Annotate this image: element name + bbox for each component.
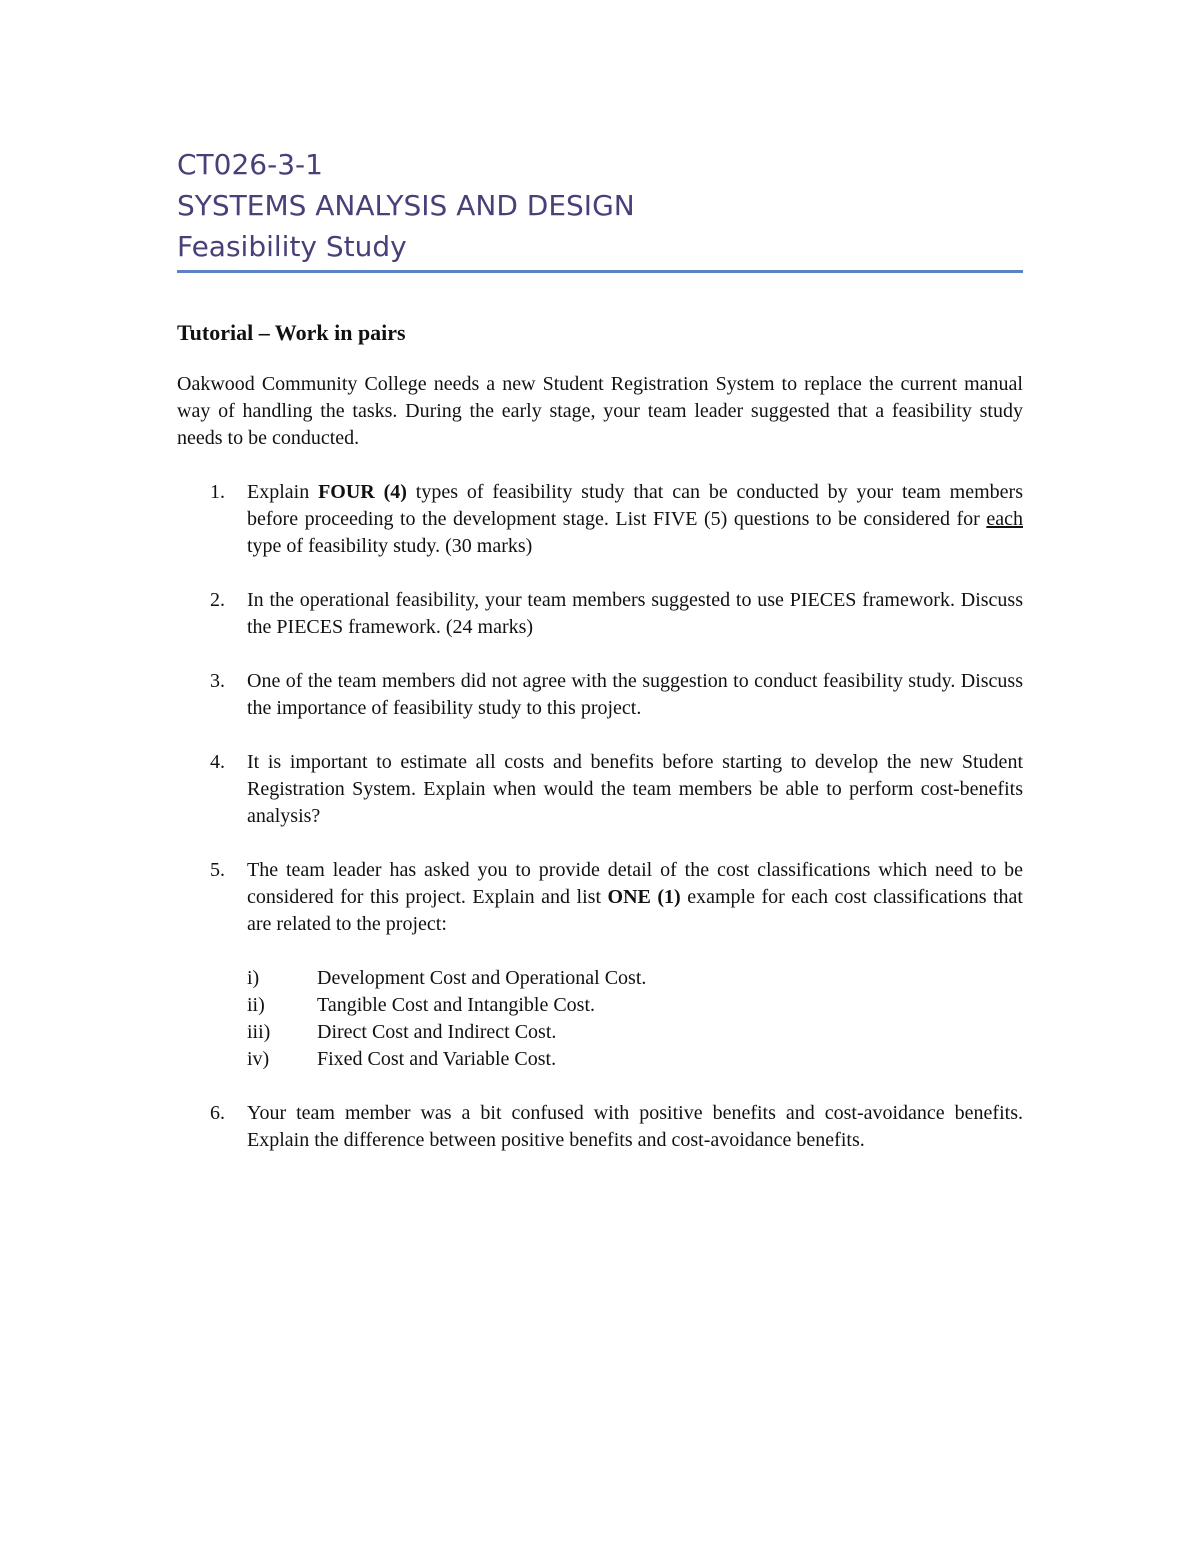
list-item <box>247 992 1023 1019</box>
question-text: Your team member was a bit confused with positive benefits and cost-avoidance benefits. Explain the difference between positive benefits and cost-avoidance benefits. <box>247 1102 1023 1151</box>
list-item-text: Direct Cost and Indirect Cost. <box>317 1021 557 1043</box>
question-text <box>247 479 1023 560</box>
header-divider <box>177 270 1023 273</box>
question-text: It is important to estimate all costs and benefits before starting to develop the new Student Registration System. Explain when would the team members be able to perform cost-benefits analysis? <box>247 751 1023 827</box>
list-item-number: i) <box>247 967 260 989</box>
question-text-part: Explain <box>247 481 319 503</box>
question-number: 3. <box>210 670 225 692</box>
list-item-text: Development Cost and Operational Cost. <box>317 967 647 989</box>
question-number: 1. <box>210 481 225 503</box>
question-6 <box>177 1100 1023 1154</box>
question-4 <box>177 749 1023 830</box>
question-5 <box>177 857 1023 1073</box>
question-emphasis: FOUR (4) <box>318 481 407 503</box>
question-text-part: type of feasibility study. (30 marks) <box>247 535 533 557</box>
question-emphasis: ONE (1) <box>607 886 681 908</box>
question-number: 4. <box>210 751 225 773</box>
list-item-text: Fixed Cost and Variable Cost. <box>317 1048 557 1070</box>
list-item-number: iv) <box>247 1048 270 1070</box>
intro-paragraph: Oakwood Community College needs a new Student Registration System to replace the current manual way of handling the tasks. During the early stage, your team leader suggested that a feasibility study needs to be conducted. <box>177 373 1023 449</box>
question-text-part: types of feasibility study that can be conducted by your team members before proceeding to the development stage. List FIVE (5) questions to be considered for <box>247 481 1023 530</box>
question-text-part: example for each cost classifications that are related to the project: <box>247 886 1023 935</box>
document-body <box>177 318 1023 1181</box>
question-2 <box>177 587 1023 641</box>
question-text: In the operational feasibility, your team members suggested to use PIECES framework. Discuss the PIECES framework. (24 marks) <box>247 589 1023 638</box>
question-number: 6. <box>210 1102 225 1124</box>
question-number: 2. <box>210 589 225 611</box>
question-text <box>247 857 1023 1073</box>
document-header <box>177 144 1023 267</box>
document-topic: Feasibility Study <box>177 230 407 263</box>
question-underline: each <box>986 508 1023 530</box>
list-item-text: Tangible Cost and Intangible Cost. <box>317 994 596 1016</box>
course-code: CT026-3-1 <box>177 148 323 181</box>
list-item <box>247 965 1023 992</box>
list-item <box>247 1019 1023 1046</box>
question-text: One of the team members did not agree with the suggestion to conduct feasibility study. Discuss the importance of feasibility study to this project. <box>247 670 1023 719</box>
list-item-number: ii) <box>247 994 265 1016</box>
question-3 <box>177 668 1023 722</box>
tutorial-heading: Tutorial – Work in pairs <box>177 320 406 345</box>
course-title: SYSTEMS ANALYSIS AND DESIGN <box>177 189 635 222</box>
question-1 <box>177 479 1023 560</box>
list-item <box>247 1046 1023 1073</box>
question-number: 5. <box>210 859 225 881</box>
list-item-number: iii) <box>247 1021 271 1043</box>
question-text-part: The team leader has asked you to provide detail of the cost classifications which need to be considered for this project. Explain and list <box>247 859 1023 908</box>
cost-classification-list <box>247 965 1023 1073</box>
